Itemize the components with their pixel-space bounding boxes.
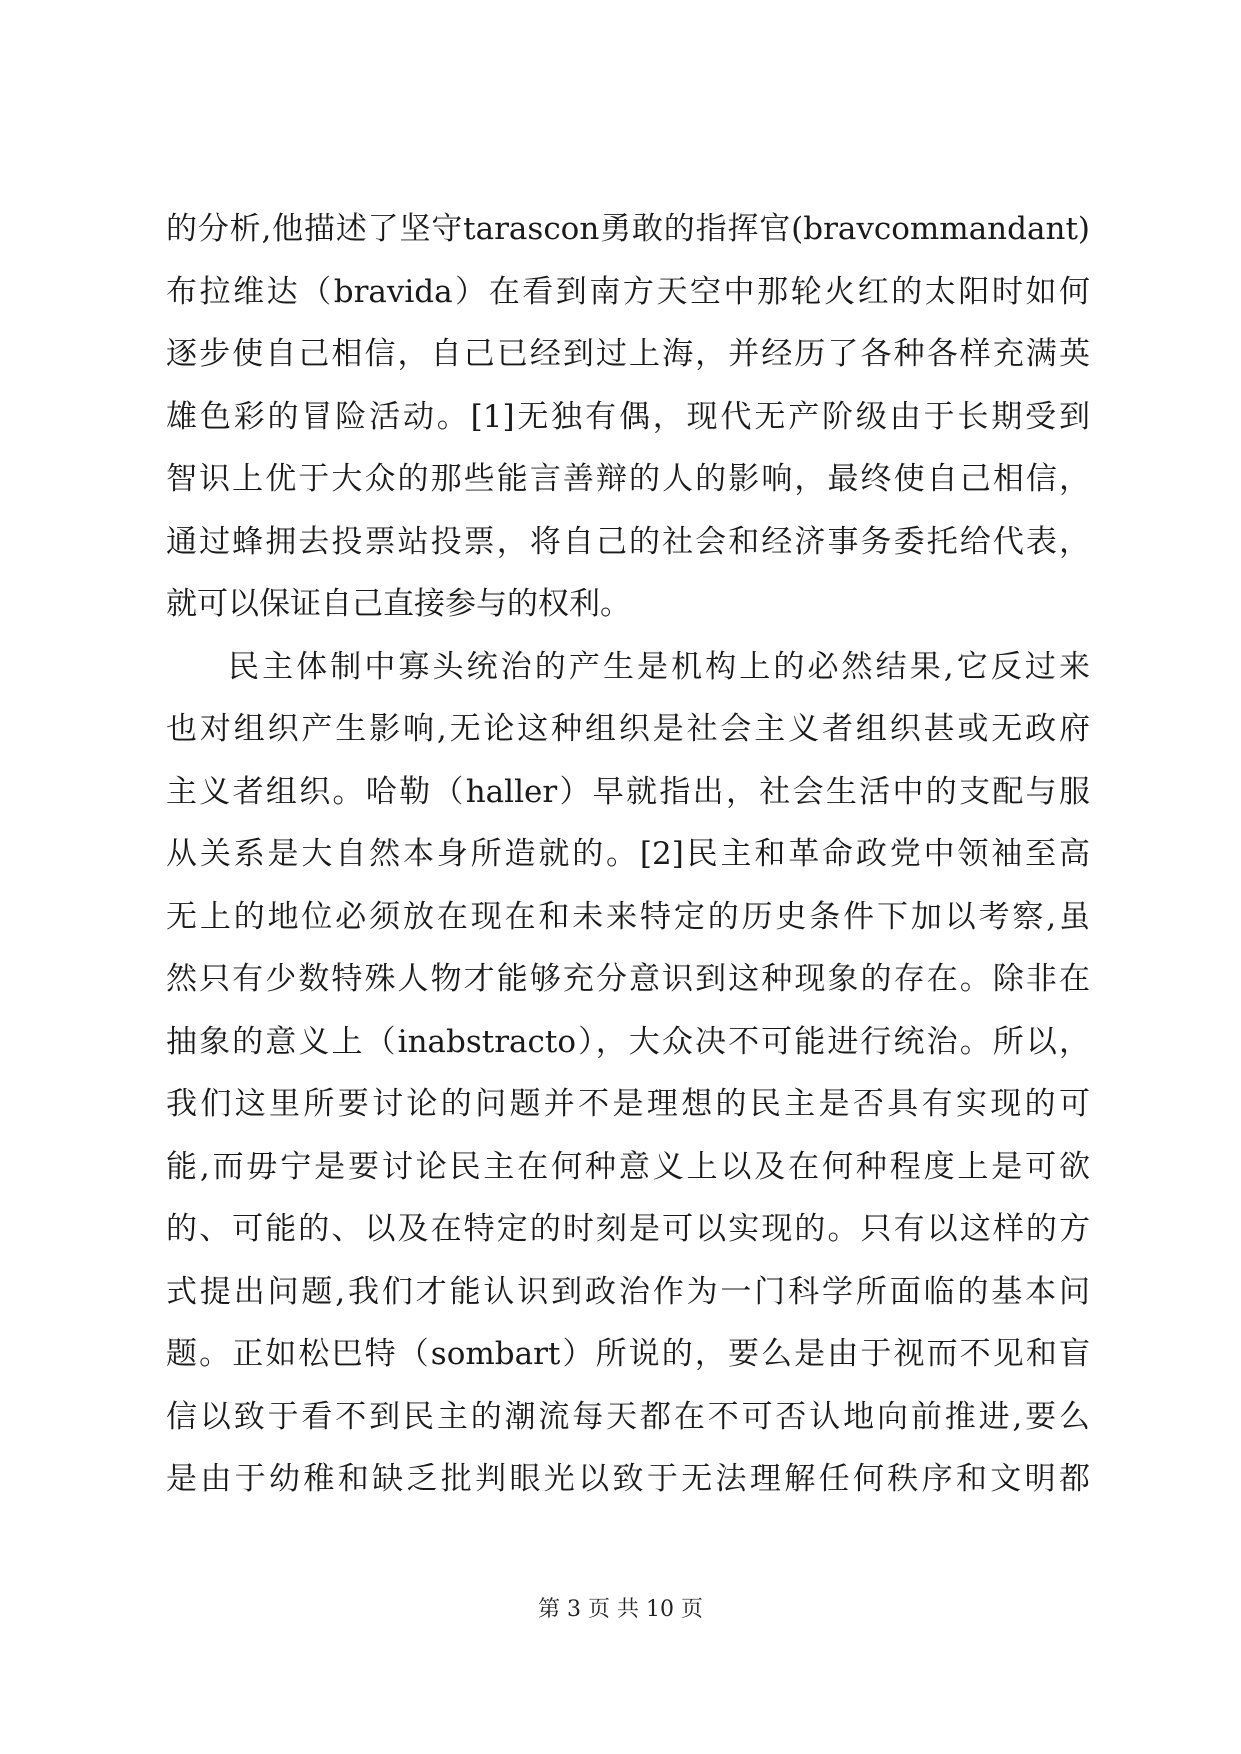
text-line: 抽象的意义上（inabstracto），大众决不可能进行统治。所以， xyxy=(166,1023,1090,1060)
text-line: 我们这里所要讨论的问题并不是理想的民主是否具有实现的可 xyxy=(166,1086,1090,1122)
text-line: 主义者组织。哈勒（haller）早就指出，社会生活中的支配与服 xyxy=(166,773,1090,810)
text-line: 无上的地位必须放在现在和未来特定的历史条件下加以考察,虽 xyxy=(166,898,1090,935)
text-line: 的分析,他描述了坚守tarascon勇敢的指挥官(bravcommandant) xyxy=(166,211,1090,247)
text-line: 的、可能的、以及在特定的时刻是可以实现的。只有以这样的方 xyxy=(166,1211,1090,1247)
text-line: 是由于幼稚和缺乏批判眼光以致于无法理解任何秩序和文明都 xyxy=(166,1461,1090,1497)
text-line: 布拉维达（bravida）在看到南方天空中那轮火红的太阳时如何 xyxy=(166,273,1090,310)
paragraph-first-line: 民主体制中寡头统治的产生是机构上的必然结果,它反过来 xyxy=(228,648,1090,685)
text-line: 智识上优于大众的那些能言善辩的人的影响，最终使自己相信， xyxy=(166,461,1090,497)
text-line: 能,而毋宁是要讨论民主在何种意义上以及在何种程度上是可欲 xyxy=(166,1148,1090,1185)
page-number-label: 第 3 页 共 10 页 xyxy=(538,1597,703,1622)
text-line: 就可以保证自己直接参与的权利。 xyxy=(166,586,631,622)
text-line: 然只有少数特殊人物才能够充分意识到这种现象的存在。除非在 xyxy=(166,961,1090,997)
text-line: 信以致于看不到民主的潮流每天都在不可否认地向前推进,要么 xyxy=(166,1398,1090,1435)
text-line: 题。正如松巴特（sombart）所说的，要么是由于视而不见和盲 xyxy=(166,1336,1090,1372)
text-line: 从关系是大自然本身所造就的。[2]民主和革命政党中领袖至高 xyxy=(166,836,1090,872)
text-line: 雄色彩的冒险活动。[1]无独有偶，现代无产阶级由于长期受到 xyxy=(166,398,1090,435)
text-line: 通过蜂拥去投票站投票，将自己的社会和经济事务委托给代表， xyxy=(166,523,1090,560)
text-line: 逐步使自己相信，自己已经到过上海，并经历了各种各样充满英 xyxy=(166,336,1090,372)
body-text xyxy=(166,198,1090,1511)
page-footer xyxy=(0,1592,1241,1623)
text-line: 也对组织产生影响,无论这种组织是社会主义者组织甚或无政府 xyxy=(166,711,1090,747)
text-line: 式提出问题,我们才能认识到政治作为一门科学所面临的基本问 xyxy=(166,1273,1090,1310)
